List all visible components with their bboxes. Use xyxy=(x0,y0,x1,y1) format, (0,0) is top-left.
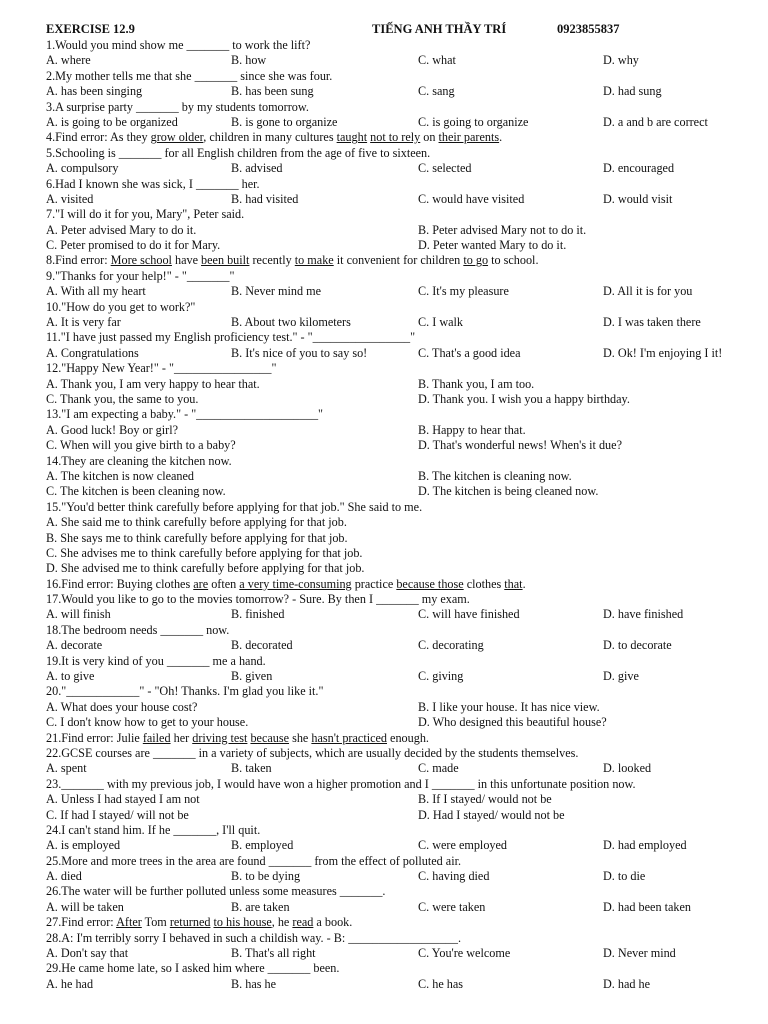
question-line xyxy=(46,577,762,592)
answer-options-row xyxy=(46,53,762,68)
question-text: 17.Would you like to go to the movies tomorrow? - Sure. By then I _______ my exam. xyxy=(46,592,470,607)
answer-option: C. would have visited xyxy=(418,191,525,206)
underlined-error-candidate: driving test xyxy=(192,730,248,745)
answer-option: C. were taken xyxy=(418,899,486,914)
question-text: 12."Happy New Year!" - "________________" xyxy=(46,361,277,376)
answer-option: B. has been sung xyxy=(231,84,314,99)
question-text: 25.More and more trees in the area are found _______ from the effect of polluted air. xyxy=(46,853,462,868)
answer-option: D. Had I stayed/ would not be xyxy=(418,807,565,822)
answer-options-row xyxy=(46,546,762,561)
answer-options-row xyxy=(46,900,762,915)
question-text: 19.It is very kind of you _______ me a hand. xyxy=(46,653,266,668)
question-line xyxy=(46,684,762,699)
answer-option: D. why xyxy=(603,53,639,68)
answer-option: A. Thank you, I am very happy to hear that. xyxy=(46,376,260,391)
exercise-title: EXERCISE 12.9 xyxy=(46,22,135,36)
answer-option: A. is going to be organized xyxy=(46,114,178,129)
answer-options-row xyxy=(46,284,762,299)
question-text: 26.The water will be further polluted unless some measures _______. xyxy=(46,884,386,899)
answer-options-row xyxy=(46,223,762,238)
underlined-error-candidate: their parents xyxy=(438,130,500,145)
question-text: , he xyxy=(271,915,293,930)
answer-option: D. Never mind xyxy=(603,946,676,961)
question-text: 16.Find error: Buying clothes xyxy=(46,576,194,591)
answer-option: A. where xyxy=(46,53,91,68)
answer-options-row xyxy=(46,315,762,330)
answer-option: C. That's a good idea xyxy=(418,345,521,360)
answer-option: A. visited xyxy=(46,191,94,206)
underlined-error-candidate: are xyxy=(193,576,209,591)
answer-option: D. Thank you. I wish you a happy birthday. xyxy=(418,391,630,406)
underlined-error-candidate: returned xyxy=(169,915,211,930)
question-list xyxy=(46,38,762,992)
answer-option: A. died xyxy=(46,869,82,884)
answer-options-row xyxy=(46,84,762,99)
question-text: 2.My mother tells me that she _______ since she was four. xyxy=(46,68,333,83)
answer-options-row xyxy=(46,531,762,546)
question-line xyxy=(46,38,762,53)
answer-option: D. have finished xyxy=(603,607,684,622)
question-text: 18.The bedroom needs _______ now. xyxy=(46,622,230,637)
question-text: . xyxy=(522,576,526,591)
answer-option: C. sang xyxy=(418,84,455,99)
question-text: 11."I have just passed my English proficiency test." - "________________" xyxy=(46,330,416,345)
question-text: 6.Had I known she was sick, I _______ her. xyxy=(46,176,260,191)
answer-options-row xyxy=(46,761,762,776)
question-text: 7."I will do it for you, Mary", Peter said. xyxy=(46,207,245,222)
answer-option: A. decorate xyxy=(46,638,103,653)
answer-option: C. selected xyxy=(418,161,472,176)
question-text: . xyxy=(499,130,503,145)
question-line xyxy=(46,454,762,469)
question-line xyxy=(46,69,762,84)
answer-option: D. The kitchen is being cleaned now. xyxy=(418,484,599,499)
answer-option: B. I like your house. It has nice view. xyxy=(418,699,600,714)
question-line xyxy=(46,746,762,761)
underlined-error-candidate: grow older xyxy=(150,130,204,145)
answer-option: D. All it is for you xyxy=(603,284,693,299)
answer-option: D. encouraged xyxy=(603,161,675,176)
answer-option: D. a and b are correct xyxy=(603,114,708,129)
answer-option: A. Peter advised Mary to do it. xyxy=(46,222,197,237)
underlined-error-candidate: to go xyxy=(463,253,489,268)
answer-option: A. Congratulations xyxy=(46,345,139,360)
answer-option: C. what xyxy=(418,53,456,68)
underlined-error-candidate: because xyxy=(250,730,290,745)
underlined-error-candidate: because those xyxy=(396,576,464,591)
answer-option: D. had employed xyxy=(603,838,687,853)
answer-option: B. has he xyxy=(231,976,277,991)
question-line xyxy=(46,915,762,930)
answer-option: B. finished xyxy=(231,607,285,622)
underlined-error-candidate: read xyxy=(292,915,314,930)
underlined-error-candidate: failed xyxy=(142,730,171,745)
answer-option: C. Thank you, the same to you. xyxy=(46,391,199,406)
answer-option: C. If had I stayed/ will not be xyxy=(46,807,189,822)
underlined-error-candidate: to his house xyxy=(213,915,272,930)
answer-option: B. had visited xyxy=(231,191,299,206)
answer-option: C. giving xyxy=(418,669,464,684)
answer-options-row xyxy=(46,561,762,576)
answer-option: C. She advises me to think carefully before applying for that job. xyxy=(46,545,363,560)
underlined-error-candidate: not to rely xyxy=(370,130,421,145)
answer-option: D. She advised me to think carefully before applying for that job. xyxy=(46,561,365,576)
answer-option: D. I was taken there xyxy=(603,315,701,330)
question-text: to school. xyxy=(488,253,539,268)
underlined-error-candidate: to make xyxy=(294,253,334,268)
answer-option: B. is gone to organize xyxy=(231,114,338,129)
answer-options-row xyxy=(46,638,762,653)
underlined-error-candidate: hasn't practiced xyxy=(311,730,387,745)
question-text: she xyxy=(289,730,312,745)
question-text: 24.I can't stand him. If he _______, I'll quit. xyxy=(46,822,261,837)
answer-option: B. Happy to hear that. xyxy=(418,422,526,437)
question-text: , children in many cultures xyxy=(203,130,337,145)
underlined-error-candidate: taught xyxy=(336,130,368,145)
answer-options-row xyxy=(46,607,762,622)
answer-option: A. With all my heart xyxy=(46,284,146,299)
answer-option: A. It is very far xyxy=(46,315,121,330)
answer-option: C. When will you give birth to a baby? xyxy=(46,438,236,453)
question-text: often xyxy=(208,576,240,591)
question-line xyxy=(46,330,762,345)
answer-option: C. he has xyxy=(418,976,464,991)
answer-option: D. to decorate xyxy=(603,638,672,653)
question-text: 4.Find error: As they xyxy=(46,130,151,145)
answer-options-row xyxy=(46,192,762,207)
underlined-error-candidate: a very time-consuming xyxy=(239,576,352,591)
answer-options-row xyxy=(46,700,762,715)
answer-option: A. Good luck! Boy or girl? xyxy=(46,422,179,437)
answer-option: D. had sung xyxy=(603,84,662,99)
answer-option: C. made xyxy=(418,761,459,776)
question-text: 27.Find error: xyxy=(46,915,117,930)
answer-option: D. Peter wanted Mary to do it. xyxy=(418,238,567,253)
answer-option: D. had been taken xyxy=(603,899,691,914)
answer-option: B. decorated xyxy=(231,638,293,653)
answer-option: B. are taken xyxy=(231,899,290,914)
question-line xyxy=(46,592,762,607)
answer-option: B. If I stayed/ would not be xyxy=(418,792,552,807)
question-text: it convenient for children xyxy=(333,253,464,268)
answer-options-row xyxy=(46,438,762,453)
question-line xyxy=(46,146,762,161)
answer-option: D. give xyxy=(603,669,639,684)
question-text: 14.They are cleaning the kitchen now. xyxy=(46,453,232,468)
answer-option: B. given xyxy=(231,669,273,684)
answer-option: B. She says me to think carefully before applying for that job. xyxy=(46,530,348,545)
question-text: 8.Find error: xyxy=(46,253,111,268)
answer-option: A. She said me to think carefully before applying for that job. xyxy=(46,515,347,530)
answer-option: B. That's all right xyxy=(231,946,316,961)
question-text: 5.Schooling is _______ for all English children from the age of five to sixteen. xyxy=(46,145,431,160)
question-text: 13."I am expecting a baby." - "____________________" xyxy=(46,407,324,422)
phone-number: 0923855837 xyxy=(557,22,620,36)
question-text: 23._______ with my previous job, I would have won a higher promotion and I _______ in this unfortunate position now. xyxy=(46,776,636,791)
question-text: 9."Thanks for your help!" - "_______" xyxy=(46,268,235,283)
answer-option: C. It's my pleasure xyxy=(418,284,509,299)
answer-options-row xyxy=(46,469,762,484)
answer-option: D. had he xyxy=(603,976,651,991)
question-text: 22.GCSE courses are _______ in a variety of subjects, which are usually decided by the students themselves. xyxy=(46,745,579,760)
answer-option: D. That's wonderful news! When's it due? xyxy=(418,438,622,453)
answer-option: A. Unless I had stayed I am not xyxy=(46,792,200,807)
answer-option: D. Who designed this beautiful house? xyxy=(418,715,607,730)
question-text: recently xyxy=(249,253,295,268)
underlined-error-candidate: After xyxy=(116,915,142,930)
question-text: 15."You'd better think carefully before applying for that job." She said to me. xyxy=(46,499,423,514)
answer-option: B. Peter advised Mary not to do it. xyxy=(418,222,587,237)
answer-option: A. The kitchen is now cleaned xyxy=(46,468,195,483)
answer-option: C. will have finished xyxy=(418,607,520,622)
answer-option: C. decorating xyxy=(418,638,484,653)
question-text: have xyxy=(171,253,202,268)
question-text: Tom xyxy=(141,915,170,930)
answer-options-row xyxy=(46,238,762,253)
question-text: enough. xyxy=(387,730,429,745)
answer-option: C. I walk xyxy=(418,315,464,330)
answer-options-row xyxy=(46,392,762,407)
answer-option: B. Never mind me xyxy=(231,284,322,299)
answer-option: A. What does your house cost? xyxy=(46,699,198,714)
answer-option: A. Don't say that xyxy=(46,946,129,961)
answer-option: B. The kitchen is cleaning now. xyxy=(418,468,572,483)
question-line xyxy=(46,361,762,376)
answer-option: B. taken xyxy=(231,761,272,776)
answer-options-row xyxy=(46,715,762,730)
answer-options-row xyxy=(46,346,762,361)
answer-option: C. having died xyxy=(418,869,490,884)
question-text: on xyxy=(420,130,439,145)
question-text: 21.Find error: Julie xyxy=(46,730,143,745)
question-line xyxy=(46,500,762,515)
question-text: 20."____________" - "Oh! Thanks. I'm glad you like it." xyxy=(46,684,324,699)
answer-option: C. is going to organize xyxy=(418,114,529,129)
answer-option: A. is employed xyxy=(46,838,121,853)
question-text: clothes xyxy=(463,576,505,591)
answer-options-row xyxy=(46,484,762,499)
question-text: 1.Would you mind show me _______ to work the lift? xyxy=(46,38,311,52)
question-line xyxy=(46,884,762,899)
question-line xyxy=(46,130,762,145)
answer-option: A. has been singing xyxy=(46,84,143,99)
answer-option: D. to die xyxy=(603,869,646,884)
answer-option: D. would visit xyxy=(603,191,673,206)
answer-options-row xyxy=(46,161,762,176)
answer-option: B. About two kilometers xyxy=(231,315,351,330)
question-text: 3.A surprise party _______ by my students tomorrow. xyxy=(46,99,309,114)
answer-option: C. The kitchen is been cleaning now. xyxy=(46,484,226,499)
question-line xyxy=(46,207,762,222)
question-text: 29.He came home late, so I asked him where _______ been. xyxy=(46,961,340,976)
answer-option: A. spent xyxy=(46,761,87,776)
question-text: practice xyxy=(351,576,397,591)
answer-option: A. will finish xyxy=(46,607,111,622)
answer-option: D. Ok! I'm enjoying I it! xyxy=(603,345,723,360)
answer-option: B. It's nice of you to say so! xyxy=(231,345,368,360)
answer-options-row xyxy=(46,669,762,684)
question-text: a book. xyxy=(313,915,353,930)
answer-option: B. Thank you, I am too. xyxy=(418,376,535,391)
question-line xyxy=(46,253,762,268)
answer-options-row xyxy=(46,423,762,438)
question-line xyxy=(46,961,762,976)
underlined-error-candidate: been built xyxy=(201,253,250,268)
answer-option: A. compulsory xyxy=(46,161,119,176)
question-line xyxy=(46,100,762,115)
answer-options-row xyxy=(46,115,762,130)
answer-option: C. You're welcome xyxy=(418,946,511,961)
answer-option: B. how xyxy=(231,53,267,68)
question-text: her xyxy=(170,730,193,745)
question-line xyxy=(46,823,762,838)
question-line xyxy=(46,300,762,315)
answer-option: C. were employed xyxy=(418,838,508,853)
question-line xyxy=(46,177,762,192)
answer-option: B. advised xyxy=(231,161,283,176)
answer-option: D. looked xyxy=(603,761,652,776)
question-line xyxy=(46,931,762,946)
question-line xyxy=(46,854,762,869)
answer-options-row xyxy=(46,792,762,807)
answer-option: A. he had xyxy=(46,976,94,991)
answer-options-row xyxy=(46,808,762,823)
answer-option: C. Peter promised to do it for Mary. xyxy=(46,238,221,253)
question-line xyxy=(46,777,762,792)
answer-options-row xyxy=(46,977,762,992)
question-line xyxy=(46,623,762,638)
question-line xyxy=(46,407,762,422)
answer-options-row xyxy=(46,838,762,853)
answer-options-row xyxy=(46,869,762,884)
answer-options-row xyxy=(46,946,762,961)
answer-option: A. will be taken xyxy=(46,899,124,914)
answer-options-row xyxy=(46,515,762,530)
underlined-error-candidate: More school xyxy=(110,253,172,268)
question-line xyxy=(46,654,762,669)
answer-option: B. to be dying xyxy=(231,869,301,884)
answer-option: A. to give xyxy=(46,669,95,684)
question-text: 28.A: I'm terribly sorry I behaved in such a childish way. - B: __________________. xyxy=(46,930,462,945)
answer-option: B. employed xyxy=(231,838,294,853)
teacher-name: TIẾNG ANH THẦY TRÍ xyxy=(372,22,507,36)
question-line xyxy=(46,269,762,284)
question-line xyxy=(46,731,762,746)
underlined-error-candidate: that xyxy=(504,576,523,591)
answer-options-row xyxy=(46,377,762,392)
question-text: 10."How do you get to work?" xyxy=(46,299,196,314)
answer-option: C. I don't know how to get to your house. xyxy=(46,715,249,730)
